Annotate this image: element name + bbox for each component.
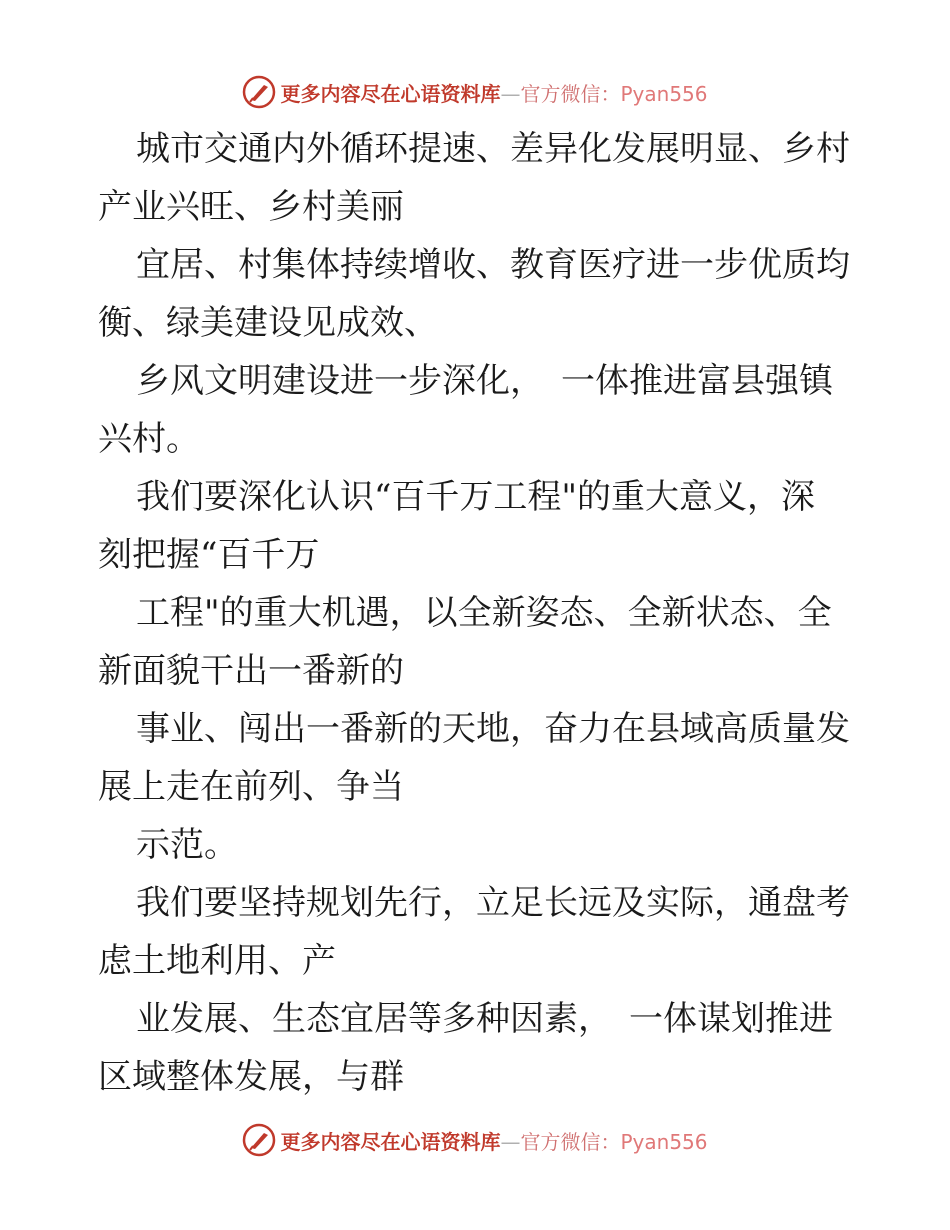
paragraph-line: 我们要坚持规划先行，立足长远及实际，通盘考 bbox=[136, 883, 850, 923]
quill-logo-icon bbox=[242, 1123, 276, 1157]
paragraph-line: 城市交通内外循环提速、差异化发展明显、乡村 bbox=[136, 129, 850, 169]
paragraph-line: 兴村。 bbox=[98, 419, 200, 459]
quill-logo-icon bbox=[242, 75, 276, 109]
banner-separator: — bbox=[500, 1129, 521, 1154]
banner-text bbox=[280, 1126, 707, 1155]
paragraph-line: 业发展、生态宜居等多种因素， 一体谋划推进 bbox=[136, 999, 833, 1039]
banner-wechat-id: Pyan556 bbox=[620, 1129, 708, 1154]
paragraph-line: 我们要深化认识“百千万工程"的重大意义，深 bbox=[136, 477, 816, 517]
paragraph-line: 新面貌干出一番新的 bbox=[98, 651, 404, 691]
banner-wechat-label: 官方微信： bbox=[520, 81, 621, 106]
paragraph-line: 示范。 bbox=[136, 825, 238, 865]
footer-banner bbox=[0, 1120, 950, 1160]
paragraph-line: 衡、绿美建设见成效、 bbox=[98, 303, 438, 343]
banner-text bbox=[280, 78, 707, 107]
banner-separator: — bbox=[500, 81, 521, 106]
paragraph-line: 产业兴旺、乡村美丽 bbox=[98, 187, 404, 227]
paragraph-line: 乡风文明建设进一步深化， 一体推进富县强镇 bbox=[136, 361, 833, 401]
paragraph-line: 区域整体发展，与群 bbox=[98, 1057, 404, 1097]
banner-main-text: 更多内容尽在心语资料库 bbox=[280, 1129, 501, 1154]
document-body bbox=[98, 120, 858, 1106]
banner-wechat-label: 官方微信： bbox=[520, 1129, 621, 1154]
paragraph-line: 工程"的重大机遇，以全新姿态、全新状态、全 bbox=[136, 593, 832, 633]
paragraph-line: 事业、闯出一番新的天地，奋力在县域高质量发 bbox=[136, 709, 850, 749]
paragraph-line: 虑土地利用、产 bbox=[98, 941, 336, 981]
header-banner bbox=[0, 72, 950, 112]
paragraph-line: 展上走在前列、争当 bbox=[98, 767, 404, 807]
banner-wechat-id: Pyan556 bbox=[620, 81, 708, 106]
paragraph-line: 刻把握“百千万 bbox=[98, 535, 320, 575]
banner-main-text: 更多内容尽在心语资料库 bbox=[280, 81, 501, 106]
paragraph-line: 宜居、村集体持续增收、教育医疗进一步优质均 bbox=[136, 245, 850, 285]
